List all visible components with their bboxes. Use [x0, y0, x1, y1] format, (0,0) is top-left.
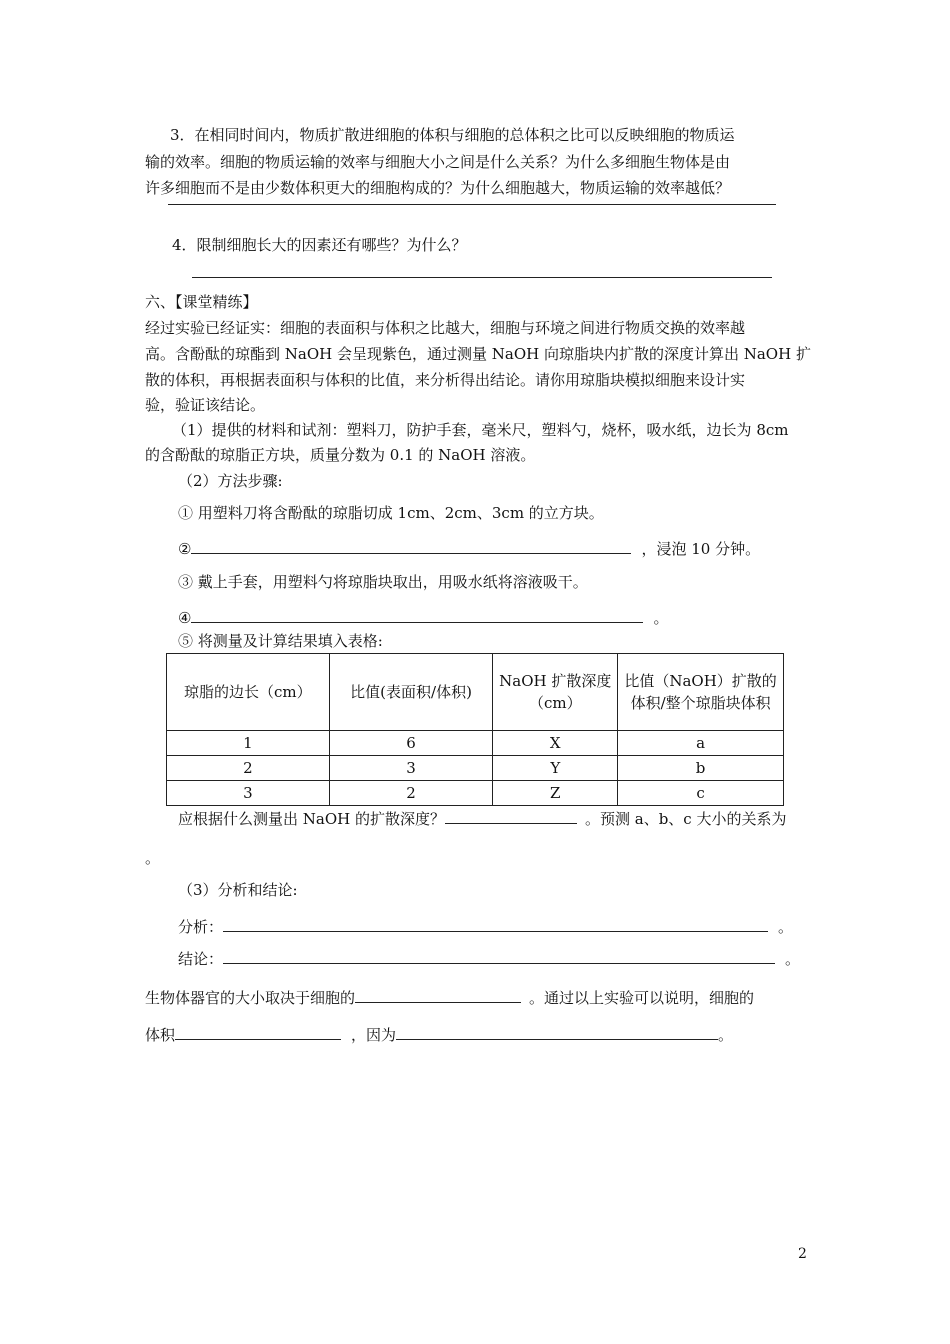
- reason-blank[interactable]: [396, 1024, 718, 1040]
- q3-line-2: 输的效率。细胞的物质运输的效率与细胞大小之间是什么关系？为什么多细胞生物体是由: [145, 153, 731, 171]
- step-2-suffix: ，浸泡 10 分钟。: [641, 540, 761, 558]
- depth-question-text: 应根据什么测量出 NaOH 的扩散深度？: [178, 810, 445, 828]
- table-cell: 2: [329, 781, 493, 806]
- table-cell: Y: [493, 756, 618, 781]
- step-2-blank[interactable]: [191, 538, 631, 554]
- analysis-blank[interactable]: [223, 916, 768, 932]
- table-row: [167, 731, 784, 756]
- step-4: [178, 607, 668, 628]
- volume-end: 。: [718, 1026, 734, 1044]
- table-header-row: [167, 654, 784, 731]
- depth-question-blank[interactable]: [445, 808, 577, 824]
- organ-line: [145, 987, 754, 1008]
- header-edge-length: 琼脂的边长（cm）: [167, 654, 330, 731]
- results-table: [166, 653, 784, 806]
- table-cell: c: [618, 781, 784, 806]
- step-4-blank[interactable]: [191, 607, 643, 623]
- intro-line-3: 散的体积，再根据表面积与体积的比值，来分析得出结论。请你用琼脂块模拟细胞来设计实: [145, 371, 746, 389]
- intro-line-2: 高。含酚酞的琼酯到 NaOH 会呈现紫色，通过测量 NaOH 向琼脂块内扩散的深度计算出 NaOH 扩: [145, 345, 811, 363]
- conclusion-line: [178, 948, 800, 969]
- table-cell: 2: [167, 756, 330, 781]
- steps-heading: （2）方法步骤:: [178, 472, 283, 490]
- table-row: [167, 781, 784, 806]
- table-cell: Z: [493, 781, 618, 806]
- analysis-end: 。: [778, 918, 794, 936]
- step-5: ⑤ 将测量及计算结果填入表格:: [178, 632, 383, 650]
- q3-line-3: 许多细胞而不是由少数体积更大的细胞构成的？为什么细胞越大，物质运输的效率越低？: [145, 179, 731, 197]
- page-number: 2: [798, 1246, 807, 1262]
- q3-answer-line[interactable]: [168, 204, 776, 205]
- intro-line-4: 验，验证该结论。: [145, 396, 266, 414]
- conclusion-end: 。: [785, 950, 801, 968]
- table-cell: 6: [329, 731, 493, 756]
- organ-prefix: 生物体器官的大小取决于细胞的: [145, 989, 356, 1007]
- table-cell: a: [618, 731, 784, 756]
- table-cell: b: [618, 756, 784, 781]
- q4-line-1: 4．限制细胞长大的因素还有哪些？为什么？: [172, 236, 467, 254]
- analysis-line: [178, 916, 793, 937]
- step-4-marker: ④: [178, 609, 192, 627]
- volume-prefix: 体积: [145, 1026, 176, 1044]
- step-2-marker: ②: [178, 540, 192, 558]
- table-cell: 3: [167, 781, 330, 806]
- header-depth: NaOH 扩散深度（cm）: [493, 654, 618, 731]
- volume-line: [145, 1024, 733, 1045]
- volume-blank[interactable]: [175, 1024, 341, 1040]
- analysis-label: 分析：: [178, 918, 224, 936]
- step-3: ③ 戴上手套，用塑料勺将琼脂块取出，用吸水纸将溶液吸干。: [178, 573, 588, 591]
- table-cell: X: [493, 731, 618, 756]
- depth-question-mid: 。预测 a、b、c 大小的关系为: [584, 810, 787, 828]
- q3-line-1: 3．在相同时间内，物质扩散进细胞的体积与细胞的总体积之比可以反映细胞的物质运: [170, 126, 735, 144]
- header-ratio: 比值(表面积/体积): [329, 654, 493, 731]
- step-2: [178, 538, 760, 559]
- organ-blank[interactable]: [355, 987, 521, 1003]
- conclusion-label: 结论：: [178, 950, 224, 968]
- depth-question: [178, 808, 786, 829]
- relation-answer-end: 。: [145, 849, 161, 867]
- materials-line-1: （1）提供的材料和试剂：塑料刀，防护手套，毫米尺，塑料勺，烧杯，吸水纸，边长为 8cm: [172, 421, 789, 439]
- conclusion-blank[interactable]: [223, 948, 775, 964]
- organ-suffix: 。通过以上实验可以说明，细胞的: [529, 989, 755, 1007]
- analysis-heading: （3）分析和结论:: [178, 881, 298, 899]
- volume-mid: ，因为: [351, 1026, 397, 1044]
- table-row: [167, 756, 784, 781]
- materials-line-2: 的含酚酞的琼脂正方块，质量分数为 0.1 的 NaOH 溶液。: [145, 446, 536, 464]
- step-4-suffix: 。: [653, 609, 669, 627]
- step-1: ① 用塑料刀将含酚酞的琼脂切成 1cm、2cm、3cm 的立方块。: [178, 504, 604, 522]
- table-cell: 3: [329, 756, 493, 781]
- section6-heading: 六、【课堂精练】: [145, 293, 258, 311]
- intro-line-1: 经过实验已经证实：细胞的表面积与体积之比越大，细胞与环境之间进行物质交换的效率越: [145, 319, 746, 337]
- table-cell: 1: [167, 731, 330, 756]
- header-volume-ratio: 比值（NaOH）扩散的体积/整个琼脂块体积: [618, 654, 784, 731]
- q4-answer-line[interactable]: [192, 277, 772, 278]
